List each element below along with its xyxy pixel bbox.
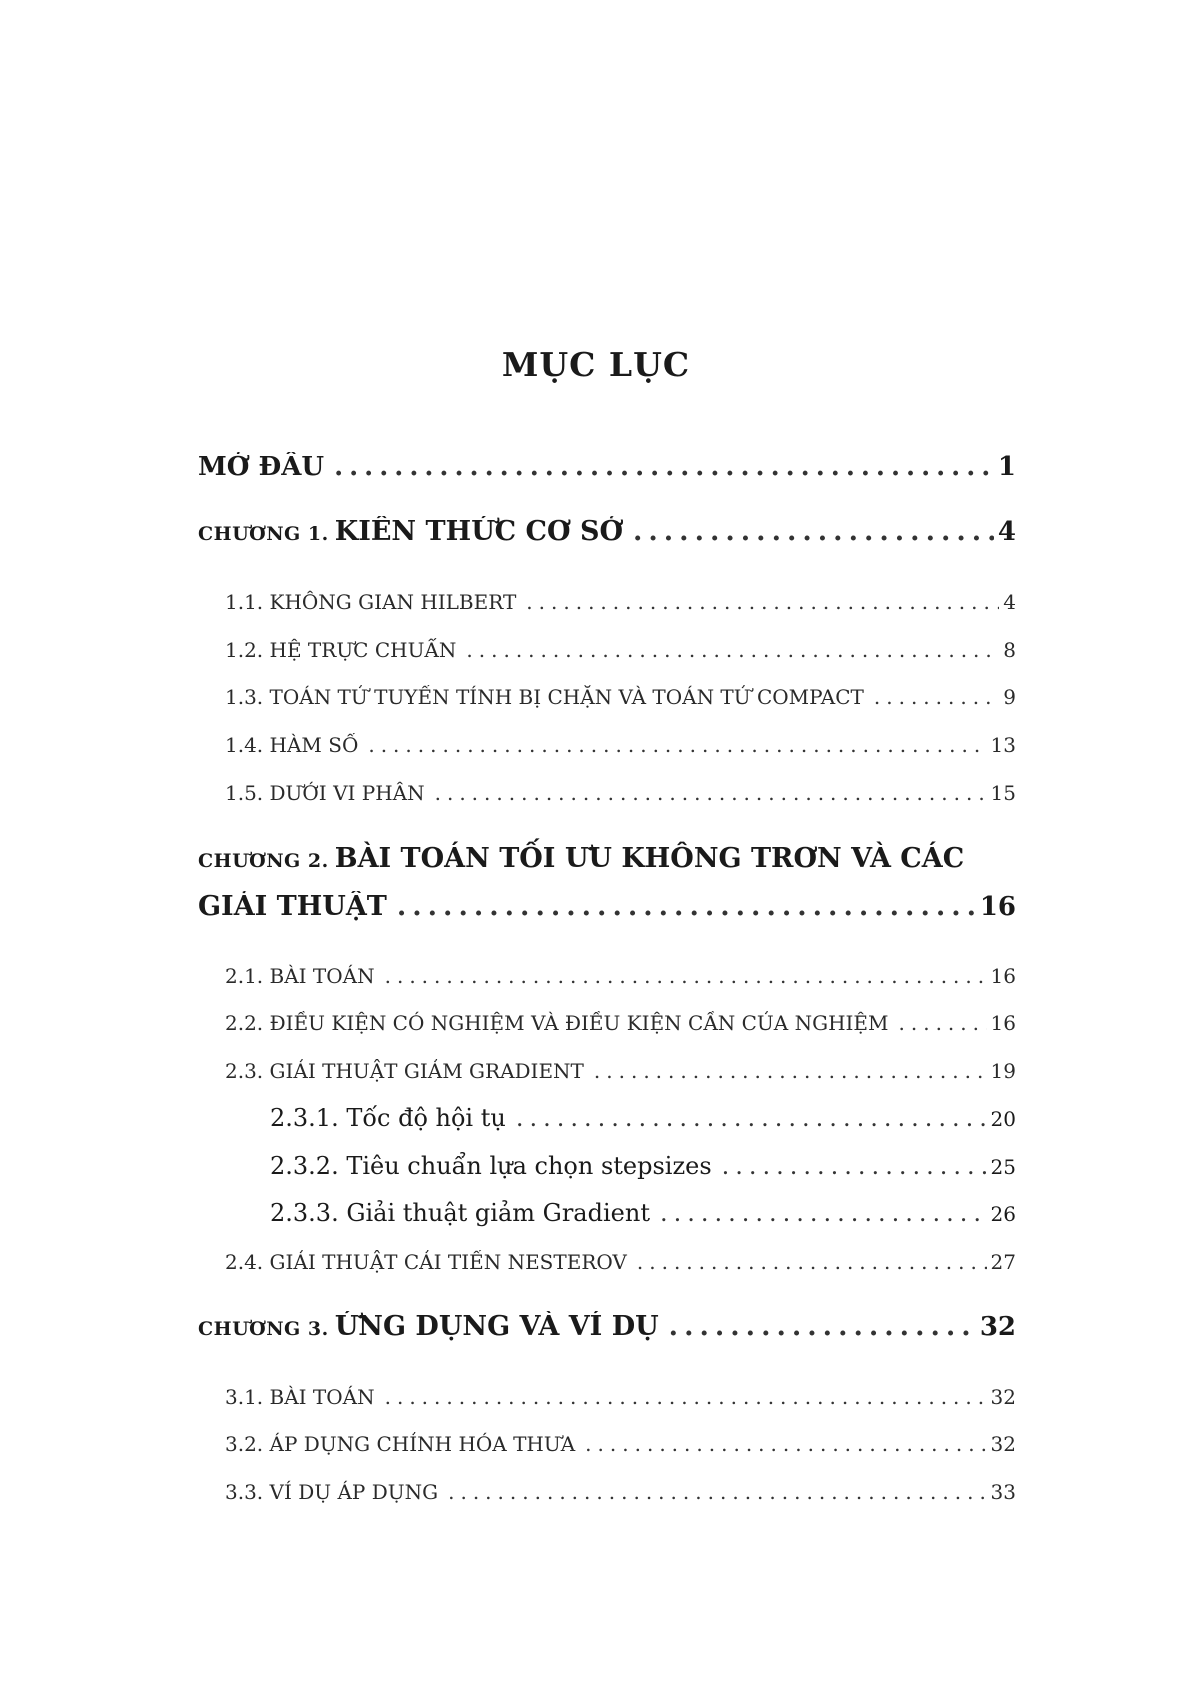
toc-page-number: 16 xyxy=(990,1011,1016,1035)
dot-leader xyxy=(660,1199,987,1227)
dot-leader xyxy=(526,590,999,614)
toc-entry-section-1-1[interactable] xyxy=(225,590,1016,614)
chapter-prefix: CHƯƠNG 1. xyxy=(198,523,329,545)
chapter-title: ỨNG DỤNG VÀ VÍ DỤ xyxy=(334,1311,659,1342)
toc-page-number: 4 xyxy=(1003,590,1016,614)
toc-page-number: 19 xyxy=(990,1059,1016,1083)
dot-leader xyxy=(435,781,987,805)
toc-page-number: 16 xyxy=(979,892,1016,922)
toc-entry-section-1-2[interactable] xyxy=(225,638,1016,662)
toc-entry-subsection-2-3-1[interactable] xyxy=(270,1104,1016,1132)
toc-entry-section-2-3[interactable] xyxy=(225,1059,1016,1083)
toc-entry-label: 1.5. DƯỚI VI PHÂN xyxy=(225,781,425,805)
toc-page-number: 1 xyxy=(997,452,1016,482)
toc-title: MỤC LỤC xyxy=(501,345,691,384)
toc-entry-label xyxy=(198,843,964,874)
toc-entry-intro[interactable] xyxy=(198,452,1016,482)
chapter-title: BÀI TOÁN TỐI ƯU KHÔNG TRƠN VÀ CÁC xyxy=(334,843,965,874)
toc-entry-label: 2.3.1. Tốc độ hội tụ xyxy=(270,1104,506,1132)
toc-entry-subsection-2-3-2[interactable] xyxy=(270,1152,1016,1180)
toc-entry-label: 1.3. TOÁN TỬ TUYẾN TÍNH BỊ CHẶN VÀ TOÁN TỬ COMPACT xyxy=(225,685,864,709)
toc-entry-label: 1.4. HÀM SỐ xyxy=(225,733,359,757)
toc-entry-label: 1.1. KHÔNG GIAN HILBERT xyxy=(225,590,517,614)
toc-entry-label: 2.3.3. Giải thuật giảm Gradient xyxy=(270,1199,650,1227)
dot-leader xyxy=(385,1385,987,1409)
toc-entry-section-1-4[interactable] xyxy=(225,733,1016,757)
toc-page-number: 13 xyxy=(990,733,1016,757)
dot-leader xyxy=(448,1480,986,1504)
chapter-title-continued: GIẢI THUẬT xyxy=(198,891,387,922)
dot-leader xyxy=(466,638,999,662)
dot-leader xyxy=(385,964,987,988)
toc-entry-label: 2.2. ĐIỀU KIỆN CÓ NGHIỆM VÀ ĐIỀU KIỆN CẦN CỦA NGHIỆM xyxy=(225,1011,889,1035)
toc-page-number: 26 xyxy=(990,1202,1016,1226)
dot-leader xyxy=(899,1011,987,1035)
toc-entry-label: 1.2. HỆ TRỰC CHUẨN xyxy=(225,638,457,662)
toc-entry-chapter-2[interactable] xyxy=(198,891,1016,922)
toc-entry-label: 2.1. BÀI TOÁN xyxy=(225,964,375,988)
toc-entry-section-2-2[interactable] xyxy=(225,1011,1016,1035)
toc-page-number: 8 xyxy=(1003,638,1016,662)
toc-entry-label: 2.3.2. Tiêu chuẩn lựa chọn stepsizes xyxy=(270,1152,712,1180)
toc-entry-label xyxy=(198,1311,659,1342)
dot-leader xyxy=(585,1432,986,1456)
toc-entry-chapter-3[interactable] xyxy=(198,1311,1016,1342)
toc-page-number: 9 xyxy=(1003,685,1016,709)
toc-entry-label: 3.2. ÁP DỤNG CHỈNH HÓA THƯA xyxy=(225,1432,576,1456)
chapter-prefix: CHƯƠNG 3. xyxy=(198,1318,329,1340)
toc-page-number: 4 xyxy=(997,517,1016,547)
toc-entry-section-3-1[interactable] xyxy=(225,1385,1016,1409)
toc-page-number: 16 xyxy=(990,964,1016,988)
dot-leader xyxy=(669,1311,976,1342)
toc-entry-subsection-2-3-3[interactable] xyxy=(270,1199,1016,1227)
dot-leader xyxy=(334,452,994,482)
toc-page-number: 33 xyxy=(990,1480,1016,1504)
dot-leader xyxy=(397,891,976,922)
toc-entry-chapter-2-line-1[interactable] xyxy=(198,843,1016,874)
toc-page-number: 32 xyxy=(990,1432,1016,1456)
toc-entry-label: 2.4. GIẢI THUẬT CẢI TIẾN NESTEROV xyxy=(225,1250,627,1274)
dot-leader xyxy=(722,1152,987,1180)
toc-entry-section-2-4[interactable] xyxy=(225,1250,1016,1274)
toc-page-number: 15 xyxy=(990,781,1016,805)
toc-entry-section-1-5[interactable] xyxy=(225,781,1016,805)
dot-leader xyxy=(368,733,986,757)
toc-entry-label: 3.3. VÍ DỤ ÁP DỤNG xyxy=(225,1480,439,1504)
dot-leader xyxy=(874,685,999,709)
toc-page-number: 25 xyxy=(990,1155,1016,1179)
toc-entry-label xyxy=(198,516,623,547)
toc-entry-section-3-3[interactable] xyxy=(225,1480,1016,1504)
toc-entry-label: 2.3. GIẢI THUẬT GIẢM GRADIENT xyxy=(225,1059,584,1083)
chapter-prefix: CHƯƠNG 2. xyxy=(198,850,329,872)
toc-entry-label: MỞ ĐẦU xyxy=(198,452,325,482)
toc-entry-chapter-1[interactable] xyxy=(198,516,1016,547)
toc-entry-section-1-3[interactable] xyxy=(225,685,1016,709)
toc-page-number: 32 xyxy=(990,1385,1016,1409)
dot-leader xyxy=(594,1059,987,1083)
toc-page-number: 27 xyxy=(990,1250,1016,1274)
toc-entry-section-3-2[interactable] xyxy=(225,1432,1016,1456)
dot-leader xyxy=(637,1250,987,1274)
toc-entry-section-2-1[interactable] xyxy=(225,964,1016,988)
chapter-title: KIẾN THỨC CƠ SỞ xyxy=(334,516,623,547)
toc-page-number: 32 xyxy=(979,1312,1016,1342)
dot-leader xyxy=(516,1104,987,1132)
dot-leader xyxy=(633,516,994,547)
toc-entry-label: 3.1. BÀI TOÁN xyxy=(225,1385,375,1409)
toc-page-number: 20 xyxy=(990,1107,1016,1131)
